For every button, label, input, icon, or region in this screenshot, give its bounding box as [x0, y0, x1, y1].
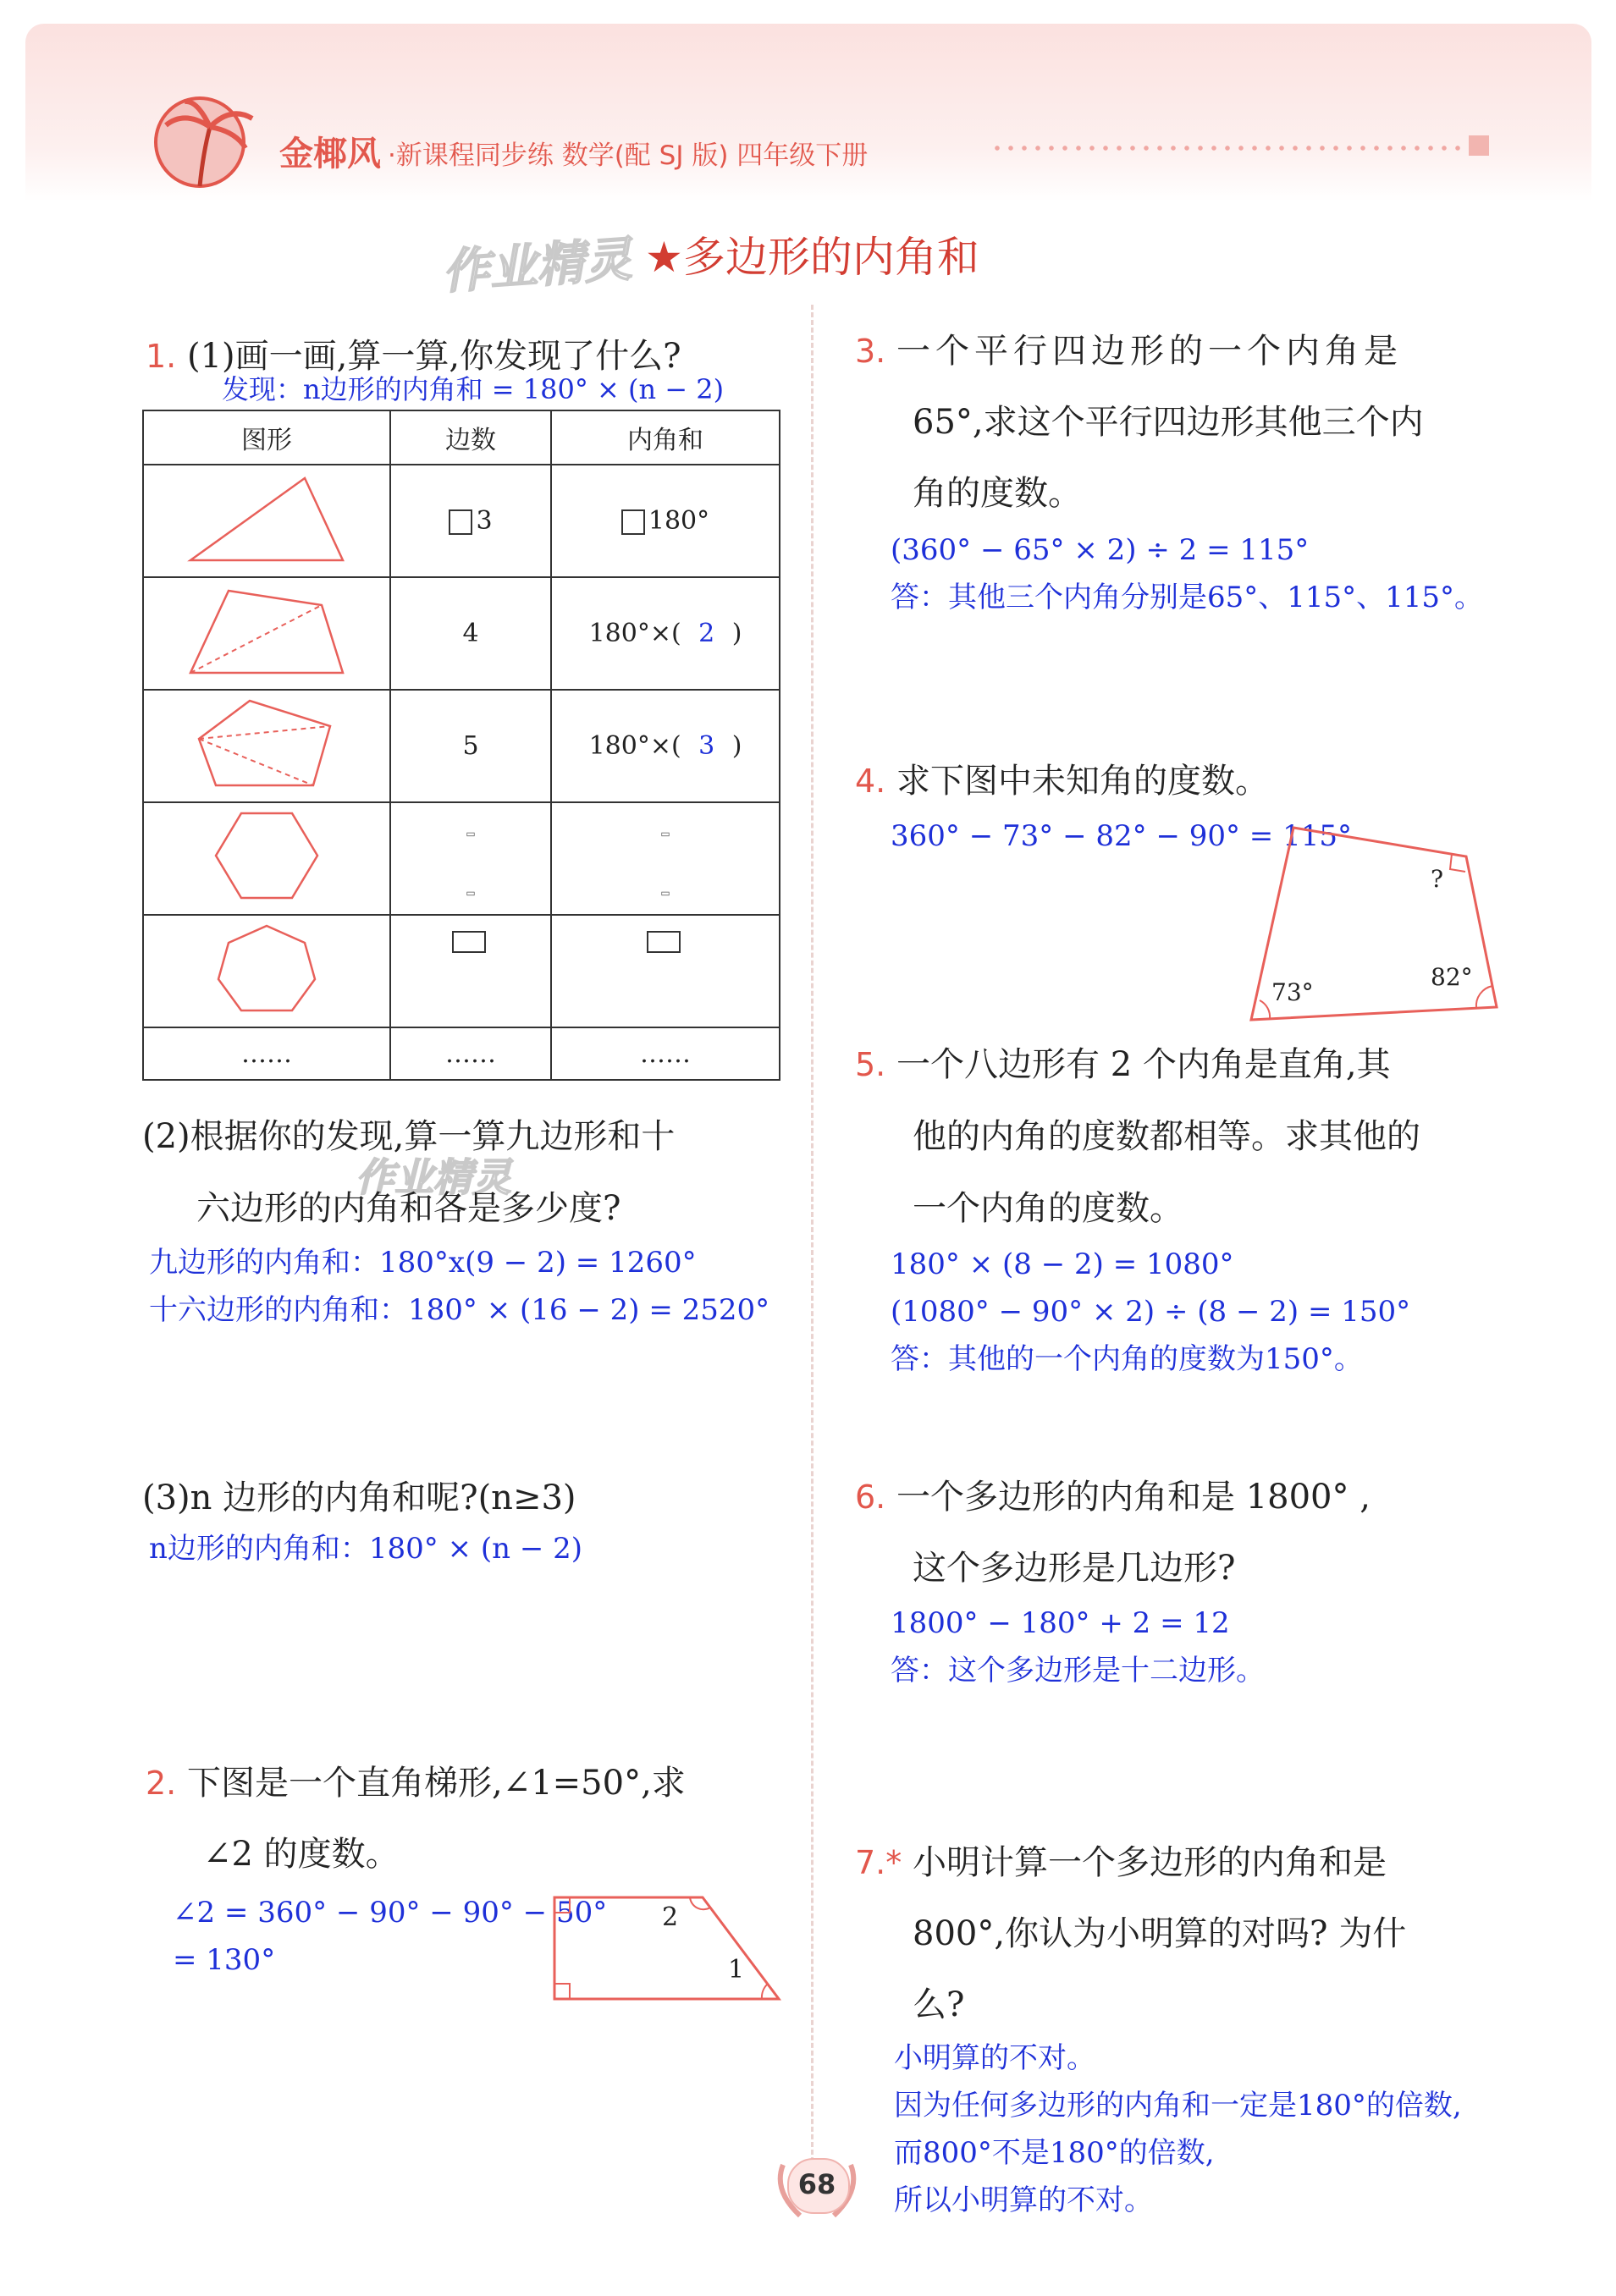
q5-number: 5. [855, 1046, 886, 1083]
q4-line1 [855, 762, 1269, 801]
shape-cell [143, 915, 390, 1027]
sum-cell [551, 915, 780, 1027]
q3-ans2: 答：其他三个内角分别是65°、115°、115°。 [891, 581, 1484, 614]
q7-line1 [855, 1843, 1387, 1882]
unknown-angle-label: ? [1431, 865, 1444, 893]
q2-line1-text: 下图是一个直角梯形,∠1=50°,求 [186, 1764, 686, 1803]
watermark: 作业精灵 [440, 232, 634, 300]
page-number: 68 [797, 2168, 836, 2200]
q7-line2: 800°,你认为小明算的对吗? 为什 [913, 1914, 1407, 1953]
q4-ans: 360° − 73° − 82° − 90° = 115° [891, 819, 1352, 853]
q4-number: 4. [855, 763, 886, 800]
header-dots [990, 146, 1464, 151]
q3-line1-text: 一个平行四边形的一个内角是 [896, 332, 1403, 371]
table-row [143, 915, 780, 1027]
q1-number: 1. [146, 338, 177, 375]
q2-line1 [146, 1764, 686, 1803]
q6-ans2: 答：这个多边形是十二边形。 [891, 1654, 1265, 1688]
q5-ans2: (1080° − 90° × 2) ÷ (8 − 2) = 150° [891, 1295, 1411, 1329]
q7-line3: 么? [913, 1985, 965, 2024]
series-title: ·新课程同步练 数学(配 SJ 版) 四年级下册 [388, 140, 869, 171]
sides-cell: 5 [390, 690, 551, 802]
q6-line2: 这个多边形是几边形? [913, 1549, 1236, 1588]
q5-ans3: 答：其他的一个内角的度数为150°。 [891, 1342, 1363, 1376]
q1-part2-ans1: 九边形的内角和：180°x(9 − 2) = 1260° [149, 1246, 697, 1280]
table-row [143, 465, 780, 577]
q7-ans4: 所以小明算的不对。 [894, 2183, 1153, 2217]
q5-line1 [855, 1045, 1391, 1084]
table-row [143, 802, 780, 915]
table-header-row [143, 410, 780, 465]
q7-ans2: 因为任何多边形的内角和一定是180°的倍数, [894, 2089, 1462, 2123]
watermark-2: 作业精灵 [356, 1154, 511, 1200]
shape-cell [143, 465, 390, 577]
q6-number: 6. [855, 1478, 886, 1516]
shape-cell [143, 690, 390, 802]
shape-cell [143, 577, 390, 690]
q3-line2: 65°,求这个平行四边形其他三个内 [913, 403, 1424, 442]
table-row [143, 690, 780, 802]
q4-line1-text: 求下图中未知角的度数。 [896, 762, 1269, 801]
sum-cell: 180°×( 2 ) [551, 577, 780, 690]
header-square [1469, 135, 1489, 156]
palm-logo-icon [151, 93, 278, 195]
header-sum: 内角和 [551, 410, 780, 465]
header-shape: 图形 [143, 410, 390, 465]
section-title: ★多边形的内角和 [645, 233, 979, 282]
q7-line1-text: 小明计算一个多边形的内角和是 [912, 1843, 1387, 1882]
table-row [143, 577, 780, 690]
header-sides: 边数 [390, 410, 551, 465]
sides-cell: 4 [390, 577, 551, 690]
q2-ans2: = 130° [173, 1943, 276, 1977]
hexagon-shape [212, 809, 322, 902]
angle-73-label: 73° [1271, 978, 1314, 1006]
q5-ans1: 180° × (8 − 2) = 1080° [891, 1247, 1234, 1281]
sum-cell: 180°×( 3 ) [551, 690, 780, 802]
q2-ans1: ∠2 = 360° − 90° − 90° − 50° [173, 1896, 608, 1930]
sum-cell: ▭ ▭ [551, 802, 780, 915]
q3-number: 3. [855, 333, 886, 370]
brand-name: 金椰风 [279, 135, 381, 173]
q7-ans3: 而800°不是180°的倍数, [894, 2136, 1215, 2170]
sides-cell: ▭ ▭ [390, 802, 551, 915]
q3-ans1: (360° − 65° × 2) ÷ 2 = 115° [891, 533, 1310, 567]
shape-cell [143, 802, 390, 915]
sides-cell: …… [390, 1027, 551, 1080]
angle-2-label: 2 [662, 1902, 679, 1932]
column-divider [811, 305, 814, 2200]
shape-cell: …… [143, 1027, 390, 1080]
table-row [143, 1027, 780, 1080]
q5-line1-text: 一个八边形有 2 个内角是直角,其 [896, 1045, 1391, 1084]
q3-line3: 角的度数。 [913, 474, 1082, 513]
q1-part1-text: (1)画一画,算一算,你发现了什么? [186, 337, 681, 376]
q2-line2: ∠2 的度数。 [203, 1835, 400, 1874]
q1-discovery: 发现：n边形的内角和 = 180° × (n − 2) [222, 373, 725, 405]
q5-line2: 他的内角的度数都相等。求其他的 [913, 1117, 1420, 1156]
q1-part2-line2: 六边形的内角和各是多少度? [196, 1189, 621, 1228]
polygon-table [142, 410, 780, 1081]
pentagon-shape [186, 692, 347, 794]
sides-cell: 3 [390, 465, 551, 577]
q2-number: 2. [146, 1765, 177, 1802]
angle-82-label: 82° [1431, 963, 1473, 991]
q1-part3: (3)n 边形的内角和呢?(n≥3) [142, 1478, 576, 1517]
angle-1-label: 1 [728, 1955, 745, 1985]
sum-cell: 180° [551, 465, 780, 577]
q7-number: 7.* [855, 1844, 902, 1881]
quadrilateral-shape [186, 584, 347, 677]
q6-line1-text: 一个多边形的内角和是 1800° , [896, 1478, 1371, 1517]
triangle-shape [186, 471, 347, 564]
q6-line1 [855, 1478, 1371, 1517]
q7-ans1: 小明算的不对。 [894, 2041, 1095, 2075]
q1-part1 [146, 337, 681, 376]
q3-line1 [855, 332, 1403, 371]
heptagon-shape [212, 922, 322, 1015]
q6-ans1: 1800° − 180° + 2 = 12 [891, 1606, 1230, 1640]
sides-cell [390, 915, 551, 1027]
q1-part2-ans2: 十六边形的内角和：180° × (16 − 2) = 2520° [149, 1293, 770, 1327]
q1-part3-ans: n边形的内角和：180° × (n − 2) [149, 1532, 583, 1566]
q1-part2-line1: (2)根据你的发现,算一算九边形和十 [142, 1117, 676, 1156]
sum-cell: …… [551, 1027, 780, 1080]
q5-line3: 一个内角的度数。 [913, 1189, 1183, 1228]
